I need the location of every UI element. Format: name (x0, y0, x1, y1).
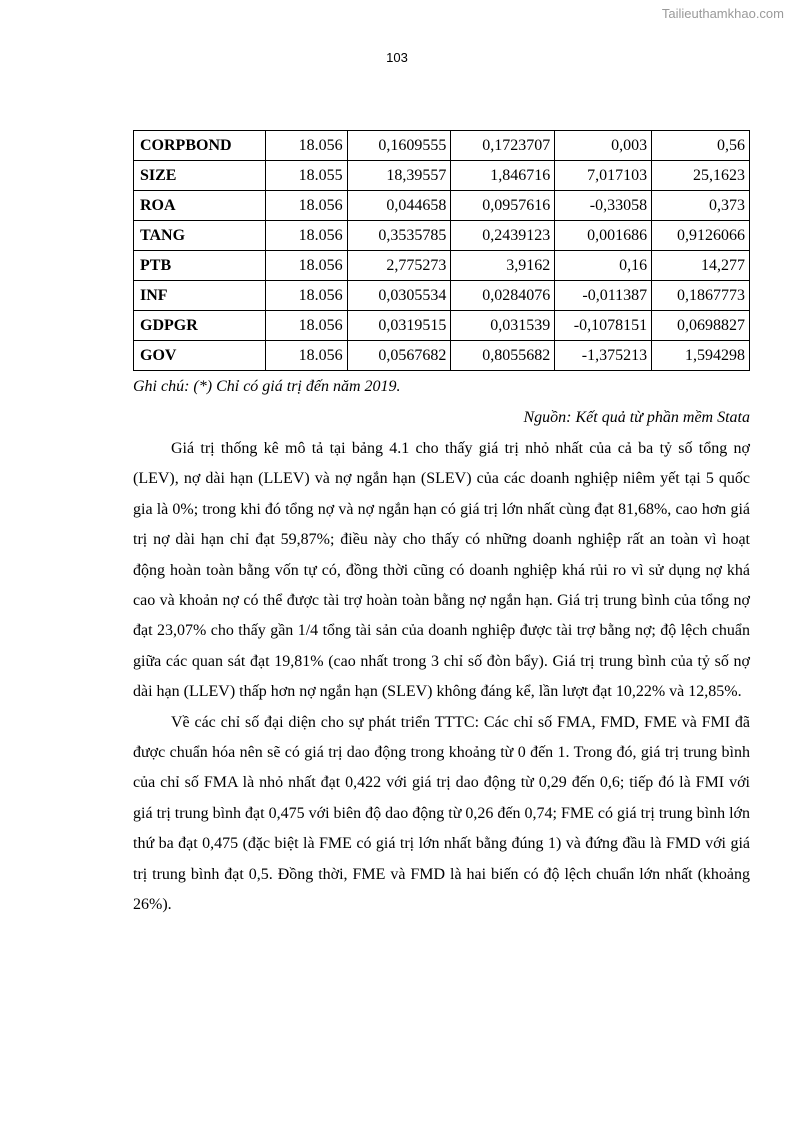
sd-cell: 0,8055682 (451, 341, 555, 371)
table-row (134, 191, 750, 221)
variable-name: CORPBOND (134, 131, 266, 161)
min-cell: 0,003 (555, 131, 652, 161)
obs-cell: 18.056 (265, 251, 347, 281)
mean-cell: 0,0567682 (347, 341, 451, 371)
table-row (134, 251, 750, 281)
mean-cell: 0,0319515 (347, 311, 451, 341)
max-cell: 0,373 (652, 191, 750, 221)
sd-cell: 0,1723707 (451, 131, 555, 161)
table-row (134, 311, 750, 341)
obs-cell: 18.056 (265, 221, 347, 251)
body-text (133, 434, 750, 921)
max-cell: 14,277 (652, 251, 750, 281)
variable-name: PTB (134, 251, 266, 281)
variable-name: INF (134, 281, 266, 311)
table-source: Nguồn: Kết quả từ phần mềm Stata (523, 409, 750, 426)
mean-cell: 18,39557 (347, 161, 451, 191)
variable-name: GOV (134, 341, 266, 371)
max-cell: 0,56 (652, 131, 750, 161)
mean-cell: 0,1609555 (347, 131, 451, 161)
min-cell: 0,001686 (555, 221, 652, 251)
min-cell: -1,375213 (555, 341, 652, 371)
sd-cell: 0,2439123 (451, 221, 555, 251)
obs-cell: 18.055 (265, 161, 347, 191)
max-cell: 0,1867773 (652, 281, 750, 311)
min-cell: -0,1078151 (555, 311, 652, 341)
paragraph: Về các chỉ số đại diện cho sự phát triển TTTC: Các chỉ số FMA, FMD, FME và FMI đã được chuẩn hóa nên sẽ có giá trị dao động trong khoảng từ 0 đến 1. Trong đó, giá trị trung bình của chỉ số FMA là nhỏ nhất đạt 0,422 với giá trị dao động từ 0,29 đến 0,6; tiếp đó là FMI với giá trị trung bình đạt 0,475 với biên độ dao động từ 0,26 đến 0,74; FME có giá trị trung bình lớn thứ ba đạt 0,475 (đặc biệt là FME có giá trị lớn nhất bằng đúng 1) và đứng đầu là FMD với giá trị trung bình đạt 0,5. Đồng thời, FME và FMD là hai biến có độ lệch chuẩn lớn nhất (khoảng 26%). (133, 713, 750, 914)
max-cell: 0,0698827 (652, 311, 750, 341)
sd-cell: 0,0957616 (451, 191, 555, 221)
variable-name: ROA (134, 191, 266, 221)
max-cell: 1,594298 (652, 341, 750, 371)
variable-name: GDPGR (134, 311, 266, 341)
max-cell: 25,1623 (652, 161, 750, 191)
mean-cell: 0,3535785 (347, 221, 451, 251)
table-row (134, 341, 750, 371)
min-cell: 0,16 (555, 251, 652, 281)
mean-cell: 2,775273 (347, 251, 451, 281)
max-cell: 0,9126066 (652, 221, 750, 251)
table-row (134, 131, 750, 161)
table-note: Ghi chú: (*) Chỉ có giá trị đến năm 2019. (133, 378, 401, 395)
min-cell: -0,011387 (555, 281, 652, 311)
obs-cell: 18.056 (265, 311, 347, 341)
sd-cell: 0,0284076 (451, 281, 555, 311)
watermark: Tailieuthamkhao.com (661, 6, 784, 21)
sd-cell: 1,846716 (451, 161, 555, 191)
sd-cell: 0,031539 (451, 311, 555, 341)
table-row (134, 281, 750, 311)
table-row (134, 221, 750, 251)
min-cell: 7,017103 (555, 161, 652, 191)
variable-name: TANG (134, 221, 266, 251)
min-cell: -0,33058 (555, 191, 652, 221)
sd-cell: 3,9162 (451, 251, 555, 281)
obs-cell: 18.056 (265, 131, 347, 161)
obs-cell: 18.056 (265, 191, 347, 221)
variable-name: SIZE (134, 161, 266, 191)
mean-cell: 0,0305534 (347, 281, 451, 311)
table-row (134, 161, 750, 191)
descriptive-stats-table (133, 130, 750, 371)
mean-cell: 0,044658 (347, 191, 451, 221)
paragraph: Giá trị thống kê mô tả tại bảng 4.1 cho thấy giá trị nhỏ nhất của cả ba tỷ số tổng nợ (LEV), nợ dài hạn (LLEV) và nợ ngắn hạn (SLEV) của các doanh nghiệp niêm yết tại 5 quốc gia là 0%; trong khi đó tổng nợ và nợ ngắn hạn có giá trị lớn nhất cùng đạt 81,68%, cao hơn giá trị nợ dài hạn chỉ đạt 59,87%; điều này cho thấy có những doanh nghiệp rất an toàn vì hoạt động hoàn toàn bằng vốn tự có, đồng thời cũng có doanh nghiệp khá rủi ro vì sử dụng nợ khá cao và khoản nợ có thể được tài trợ hoàn toàn bằng nợ ngắn hạn. Giá trị trung bình của tổng nợ đạt 23,07% cho thấy gần 1/4 tổng tài sản của doanh nghiệp được tài trợ bằng nợ; độ lệch chuẩn giữa các quan sát đạt 19,81% (cao nhất trong 3 chỉ số đòn bẩy). Giá trị trung bình của tỷ số nợ dài hạn (LLEV) thấp hơn nợ ngắn hạn (SLEV) không đáng kể, lần lượt đạt 10,22% và 12,85%. (133, 440, 750, 701)
page-number: 103 (386, 50, 408, 65)
obs-cell: 18.056 (265, 281, 347, 311)
obs-cell: 18.056 (265, 341, 347, 371)
